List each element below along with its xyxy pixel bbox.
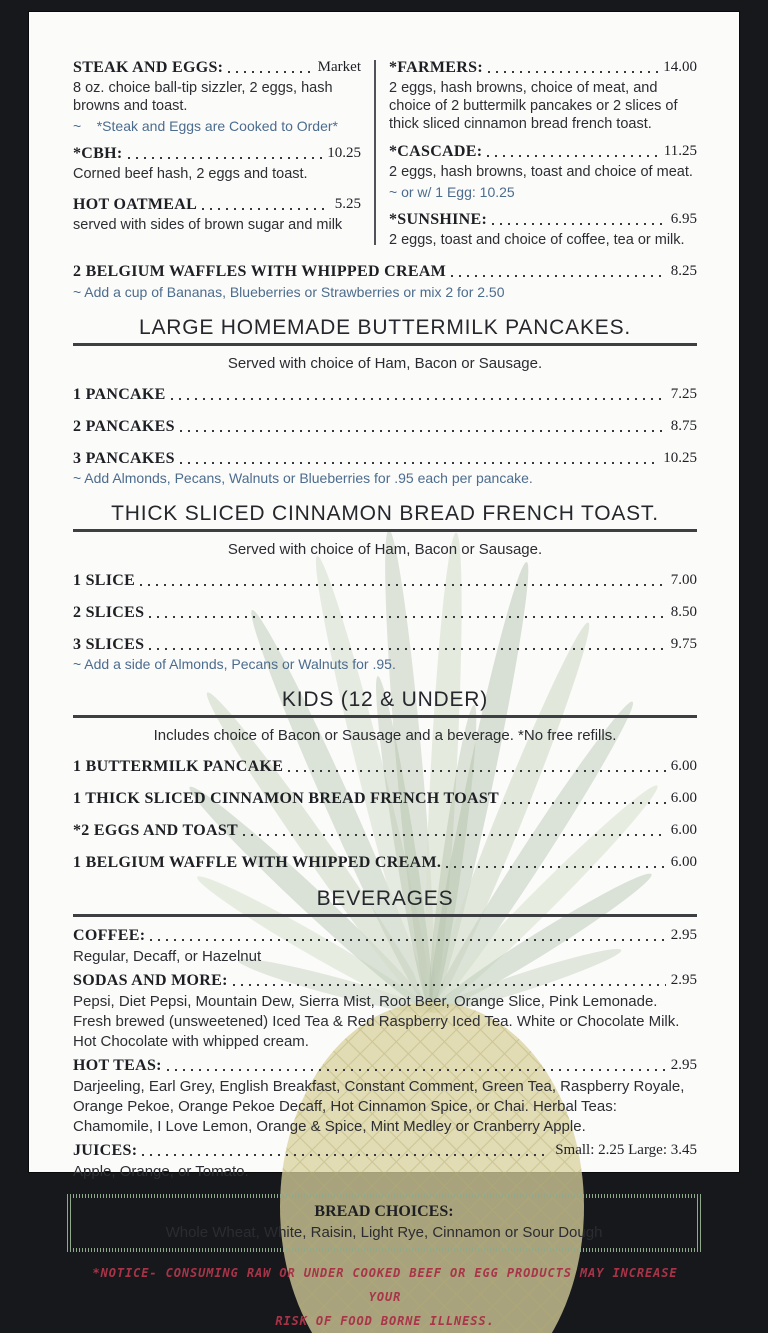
item-price: 2.95 — [670, 927, 697, 943]
column-divider — [374, 60, 376, 245]
item-price: 6.95 — [670, 211, 697, 227]
item-name: 1 BELGIUM WAFFLE WITH WHIPPED CREAM. — [73, 854, 442, 871]
item-price: 7.00 — [670, 572, 697, 588]
dot-leader — [451, 262, 666, 281]
item-description: 8 oz. choice ball-tip sizzler, 2 eggs, hash browns and toast. — [73, 80, 333, 114]
item-name: HOT TEAS: — [73, 1057, 162, 1074]
item-price: 8.75 — [670, 418, 697, 434]
item-name: 2 SLICES — [73, 604, 145, 621]
menu-item-hot-oatmeal — [73, 195, 361, 234]
item-name: JUICES: — [73, 1142, 138, 1159]
item-name: *CASCADE: — [389, 143, 483, 160]
menu-item-2-slices — [73, 603, 697, 622]
item-description: Corned beef hash, 2 eggs and toast. — [73, 166, 308, 182]
dot-leader — [288, 757, 666, 776]
item-price: 5.25 — [334, 196, 361, 212]
menu-item-kids-waffle — [73, 853, 697, 872]
item-name: *2 EGGS AND TOAST — [73, 822, 239, 839]
item-name: HOT OATMEAL — [73, 196, 198, 213]
section-subtitle: Served with choice of Ham, Bacon or Sausage. — [227, 355, 543, 372]
item-name: 1 PANCAKE — [73, 386, 166, 403]
notice-line-1: *NOTICE- CONSUMING RAW OR UNDER COOKED BEEF OR EGG PRODUCTS MAY INCREASE YOUR — [92, 1266, 678, 1304]
section-rule — [73, 529, 697, 532]
breakfast-entrees-section — [73, 58, 697, 249]
item-price: 9.75 — [670, 636, 697, 652]
dot-leader — [202, 195, 330, 214]
item-name: 3 SLICES — [73, 636, 145, 653]
dot-leader — [150, 926, 665, 945]
item-note: ~ or w/ 1 Egg: 10.25 — [389, 184, 515, 200]
section-title: BEVERAGES — [316, 887, 454, 910]
dot-leader — [243, 821, 666, 840]
item-name: *SUNSHINE: — [389, 211, 488, 228]
bread-choices-title: BREAD CHOICES: — [314, 1203, 454, 1220]
menu-item-1-slice — [73, 571, 697, 590]
dot-leader — [149, 603, 665, 622]
menu-item-hot-teas — [73, 1056, 697, 1137]
dot-leader — [228, 58, 312, 77]
section-beverages — [73, 887, 697, 1182]
bread-choices-box — [67, 1194, 701, 1252]
item-note: ~ Add a cup of Bananas, Blueberries or Strawberries or mix 2 for 2.50 — [73, 284, 505, 300]
item-price: 8.50 — [670, 604, 697, 620]
menu-item-3-slices — [73, 635, 697, 654]
item-price: 11.25 — [663, 143, 697, 159]
menu-item-1-pancake — [73, 385, 697, 404]
menu-content — [29, 12, 739, 1333]
dot-leader — [180, 449, 658, 468]
section-kids — [73, 688, 697, 872]
menu-item-belgium-waffles — [73, 262, 697, 301]
item-price: Market — [317, 59, 361, 75]
food-safety-notice — [73, 1261, 697, 1333]
item-description: Darjeeling, Earl Grey, English Breakfast, Constant Comment, Green Tea, Raspberry Royale, Orange Pekoe, Orange Pekoe Decaff, Hot Cinnamon Spice, or Chai. Herbal Teas: Chamomile, I Love Lemon, Orange & Spice, Mint Medley or Cranberry Apple. — [73, 1078, 685, 1135]
menu-item-coffee — [73, 926, 697, 967]
dot-leader — [180, 417, 666, 436]
item-price: 7.25 — [670, 386, 697, 402]
bread-choices-options: Whole Wheat, White, Raisin, Light Rye, Cinnamon or Sour Dough — [165, 1224, 603, 1241]
menu-page — [29, 12, 739, 1328]
item-name: STEAK AND EGGS: — [73, 59, 224, 76]
item-price: 6.00 — [670, 758, 697, 774]
section-pancakes — [73, 316, 697, 487]
dot-leader — [140, 571, 666, 590]
dot-leader — [233, 971, 666, 990]
dot-leader — [488, 58, 658, 77]
item-name: 1 BUTTERMILK PANCAKE — [73, 758, 284, 775]
item-price: 2.95 — [670, 1057, 697, 1073]
section-subtitle: Includes choice of Bacon or Sausage and a beverage. *No free refills. — [153, 727, 617, 744]
section-rule — [73, 715, 697, 718]
item-description: Regular, Decaff, or Hazelnut — [73, 948, 262, 965]
section-subtitle: Served with choice of Ham, Bacon or Sausage. — [227, 541, 543, 558]
dot-leader — [487, 142, 658, 161]
item-name: SODAS AND MORE: — [73, 972, 228, 989]
item-price: 8.25 — [670, 263, 697, 279]
section-title: KIDS (12 & UNDER) — [281, 688, 489, 711]
section-rule — [73, 914, 697, 917]
dot-leader — [128, 144, 323, 163]
item-name: COFFEE: — [73, 927, 146, 944]
dot-leader — [142, 1141, 550, 1160]
item-description: 2 eggs, hash browns, toast and choice of meat. — [389, 164, 693, 180]
right-column — [389, 58, 697, 249]
menu-item-cbh — [73, 144, 361, 183]
item-name: 3 PANCAKES — [73, 450, 175, 467]
menu-item-kids-eggs-toast — [73, 821, 697, 840]
menu-item-sunshine — [389, 210, 697, 249]
section-french-toast — [73, 502, 697, 673]
item-name: 2 BELGIUM WAFFLES WITH WHIPPED CREAM — [73, 263, 447, 280]
dot-leader — [149, 635, 665, 654]
item-price: 10.25 — [663, 450, 697, 466]
item-name: 2 PANCAKES — [73, 418, 175, 435]
section-note: ~ Add a side of Almonds, Pecans or Walnuts for .95. — [73, 656, 396, 672]
section-title: LARGE HOMEMADE BUTTERMILK PANCAKES. — [138, 316, 632, 339]
item-price: Small: 2.25 Large: 3.45 — [555, 1142, 697, 1158]
dot-leader — [504, 789, 666, 808]
menu-item-kids-french-toast — [73, 789, 697, 808]
menu-item-cascade — [389, 142, 697, 201]
menu-item-steak-and-eggs — [73, 58, 361, 135]
item-price: 6.00 — [670, 854, 697, 870]
item-price: 6.00 — [670, 790, 697, 806]
item-name: *CBH: — [73, 145, 123, 162]
menu-item-sodas — [73, 971, 697, 1052]
section-title: THICK SLICED CINNAMON BREAD FRENCH TOAST. — [111, 502, 659, 525]
item-price: 10.25 — [327, 145, 361, 161]
item-description: 2 eggs, hash browns, choice of meat, and choice of 2 buttermilk pancakes or 2 slices of thick sliced cinnamon bread french toast. — [389, 80, 678, 132]
dot-leader — [492, 210, 666, 229]
left-column — [73, 58, 361, 249]
item-description: served with sides of brown sugar and milk — [73, 217, 343, 233]
item-name: 1 THICK SLICED CINNAMON BREAD FRENCH TOAST — [73, 790, 500, 807]
section-rule — [73, 343, 697, 346]
item-price: 2.95 — [670, 972, 697, 988]
menu-item-farmers — [389, 58, 697, 133]
item-price: 6.00 — [670, 822, 697, 838]
item-name: *FARMERS: — [389, 59, 483, 76]
section-note: ~ Add Almonds, Pecans, Walnuts or Blueberries for .95 each per pancake. — [73, 470, 533, 486]
item-description: Apple, Orange, or Tomato. — [73, 1163, 249, 1180]
menu-item-3-pancakes — [73, 449, 697, 468]
dot-leader — [171, 385, 666, 404]
item-note: ~ *Steak and Eggs are Cooked to Order* — [73, 118, 338, 134]
menu-item-juices — [73, 1141, 697, 1182]
dot-leader — [446, 853, 666, 872]
dot-leader — [167, 1056, 666, 1075]
notice-line-2: RISK OF FOOD BORNE ILLNESS. — [275, 1314, 495, 1328]
item-description: 2 eggs, toast and choice of coffee, tea or milk. — [389, 232, 685, 248]
menu-item-2-pancakes — [73, 417, 697, 436]
item-description: Pepsi, Diet Pepsi, Mountain Dew, Sierra Mist, Root Beer, Orange Slice, Pink Lemonade. Fresh brewed (unsweetened) Iced Tea & Red Raspberry Iced Tea. White or Chocolate Milk. Hot Chocolate with whipped cream. — [73, 993, 680, 1050]
item-price: 14.00 — [663, 59, 697, 75]
item-name: 1 SLICE — [73, 572, 136, 589]
menu-item-kids-pancake — [73, 757, 697, 776]
